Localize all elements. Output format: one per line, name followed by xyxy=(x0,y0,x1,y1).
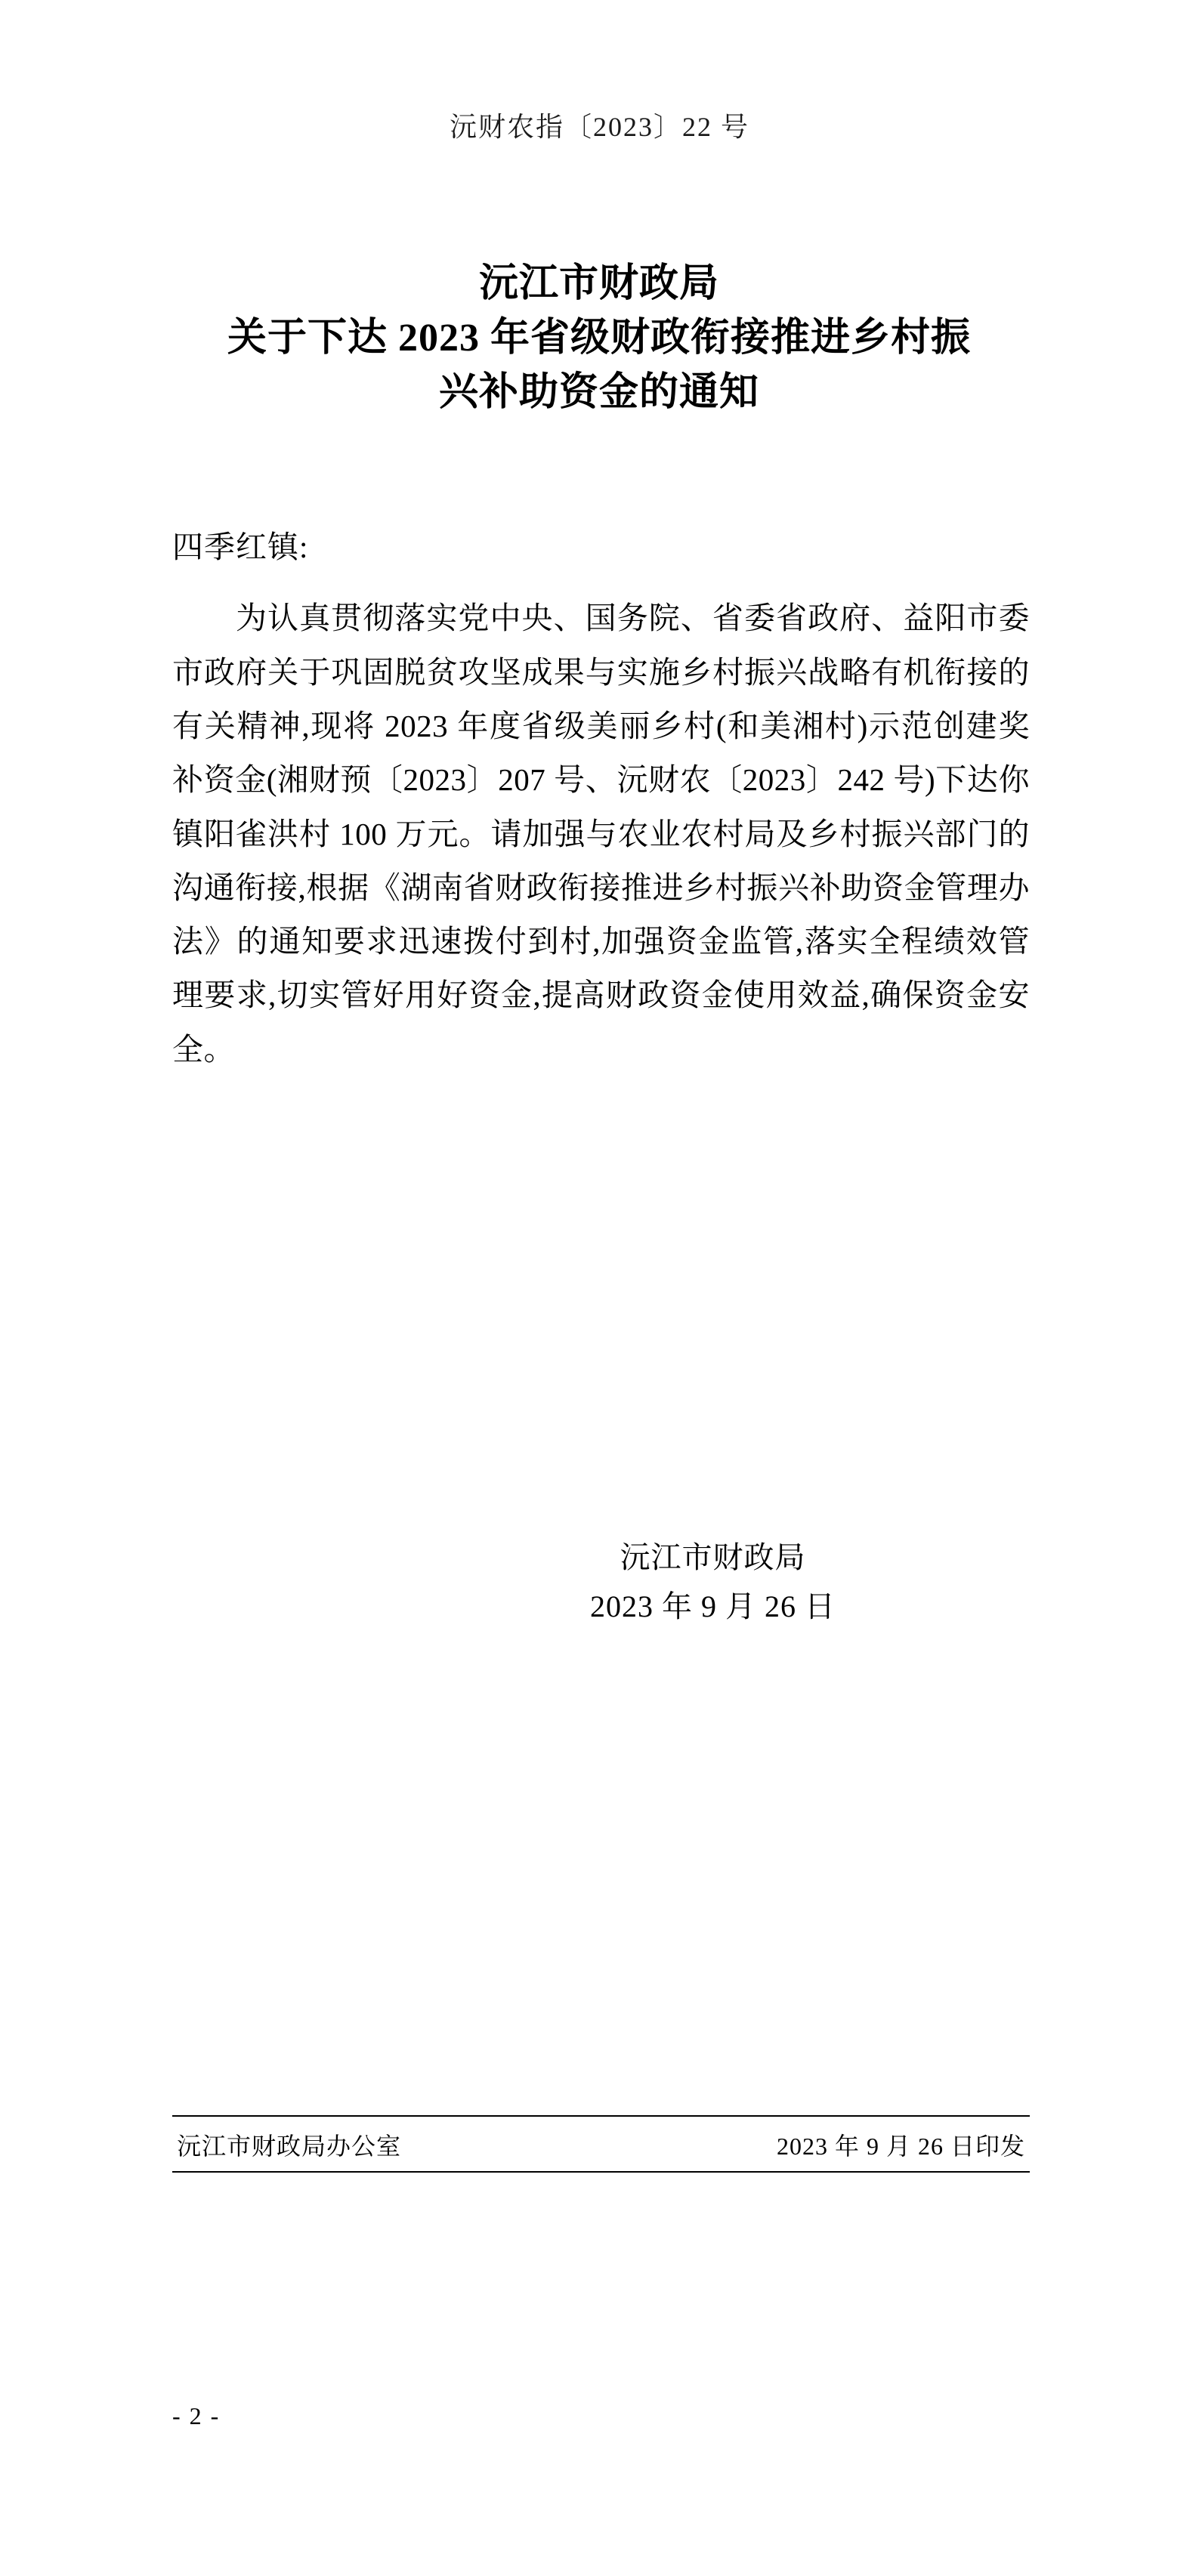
title-line-2: 关于下达 2023 年省级财政衔接推进乡村振 xyxy=(227,316,971,360)
signature-date: 2023 年 9 月 26 日 xyxy=(590,1589,836,1623)
footer-issuer: 沅江市财政局办公室 xyxy=(177,2133,402,2160)
page-footer xyxy=(172,2115,1030,2173)
signature-block xyxy=(0,1534,1199,1632)
document-number: 沅财农指〔2023〕22 号 xyxy=(449,112,749,142)
page-number: - 2 - xyxy=(172,2402,221,2429)
title-line-1: 沅江市财政局 xyxy=(478,262,719,305)
body-paragraph: 为认真贯彻落实党中央、国务院、省委省政府、益阳市委市政府关于巩固脱贫攻坚成果与实施乡村振兴战略有机衔接的有关精神,现将 2023 年度省级美丽乡村(和美湘村)示范创建奖补资金(湘财预〔2023〕207 号、沅财农〔2023〕242 号)下达你镇阳雀洪村 100 万元。请加强与农业农村局及乡村振兴部门的沟通衔接,根据《湖南省财政衔接推进乡村振兴补助资金管理办法》的通知要求迅速拨付到村,加强资金监管,落实全程绩效管理要求,切实管好用好资金,提高财政资金使用效益,确保资金安全。 xyxy=(172,601,1030,1067)
document-title xyxy=(165,257,1034,419)
title-line-3: 兴补助资金的通知 xyxy=(438,370,759,414)
salutation: 四季红镇: xyxy=(172,530,309,564)
footer-row xyxy=(172,2117,1030,2171)
signature-organization: 沅江市财政局 xyxy=(620,1540,806,1574)
footer-rule-bottom xyxy=(172,2171,1030,2173)
document-body xyxy=(172,529,1030,1076)
footer-print-date: 2023 年 9 月 26 日印发 xyxy=(776,2133,1025,2160)
